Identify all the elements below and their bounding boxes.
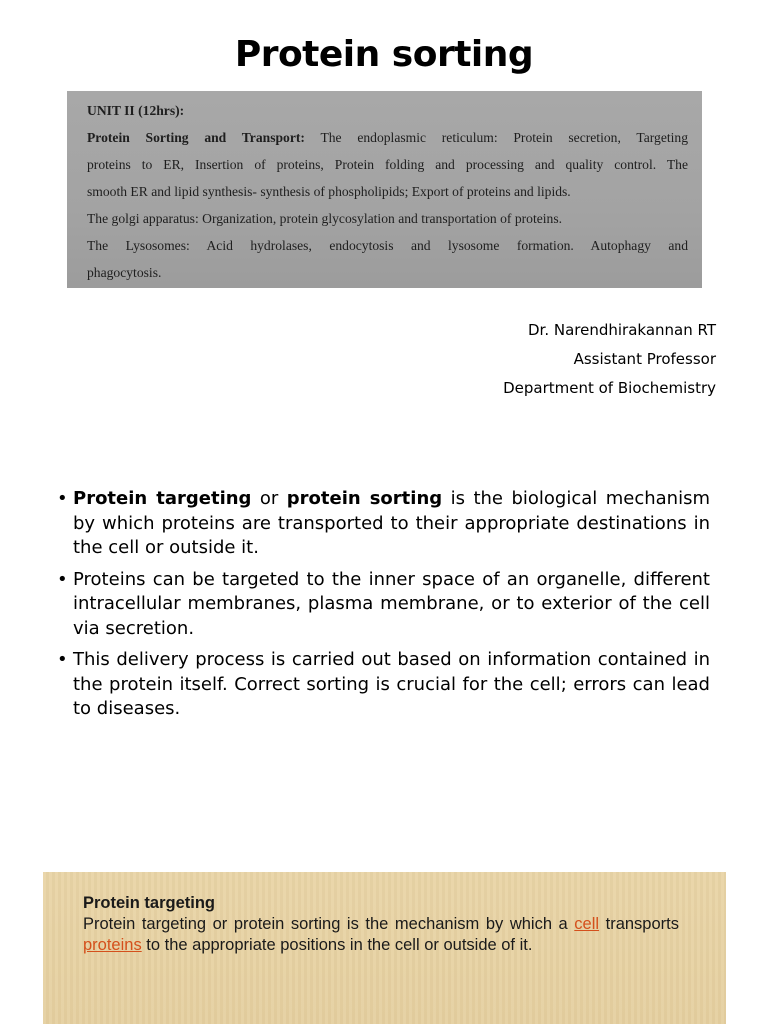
wiki-link-proteins[interactable]: proteins	[83, 936, 142, 954]
wiki-heading: Protein targeting	[83, 894, 216, 912]
syllabus-line-4: The golgi apparatus: Organization, protein glycosylation and transportation of proteins.	[87, 211, 563, 226]
syllabus-line-3: smooth ER and lipid synthesis- synthesis of phospholipids; Export of proteins and lipids.	[87, 184, 571, 199]
wiki-excerpt	[43, 872, 726, 1024]
syllabus-line-5: The Lysosomes: Acid hydrolases, endocytosis and lysosome formation. Autophagy and	[87, 238, 688, 253]
author-block	[503, 316, 716, 403]
bullet-item: • Proteins can be targeted to the inner space of an organelle, different intracellular membranes, plasma membrane, or to exterior of the cell via secretion.	[57, 568, 710, 642]
wiki-link-cell[interactable]: cell	[574, 915, 600, 933]
bullet-list	[57, 487, 710, 729]
syllabus-line-6: phagocytosis.	[87, 265, 162, 280]
syllabus-photo	[67, 91, 702, 288]
author-department: Department of Biochemistry	[503, 379, 716, 397]
wiki-body: Protein targeting or protein sorting is the mechanism by which a cell transports proteins to the appropriate positions in the cell or outside of it.	[83, 915, 679, 954]
author-name: Dr. Narendhirakannan RT	[527, 321, 716, 339]
slide-title: Protein sorting	[234, 34, 534, 75]
syllabus-unit: UNIT II (12hrs):	[87, 103, 185, 118]
bullet-item: • This delivery process is carried out based on information contained in the protein itself. Correct sorting is crucial for the cell; errors can lead to diseases.	[57, 648, 710, 722]
syllabus-line-1: Protein Sorting and Transport: The endoplasmic reticulum: Protein secretion, Targeting	[87, 130, 688, 145]
author-position: Assistant Professor	[573, 350, 716, 368]
syllabus-heading: Protein Sorting and Transport:	[87, 130, 305, 145]
syllabus-line-2: proteins to ER, Insertion of proteins, Protein folding and processing and quality control. The	[87, 157, 688, 172]
bullet-item: • Protein targeting or protein sorting is the biological mechanism by which proteins are transported to their appropriate destinations in the cell or outside it.	[57, 487, 710, 561]
